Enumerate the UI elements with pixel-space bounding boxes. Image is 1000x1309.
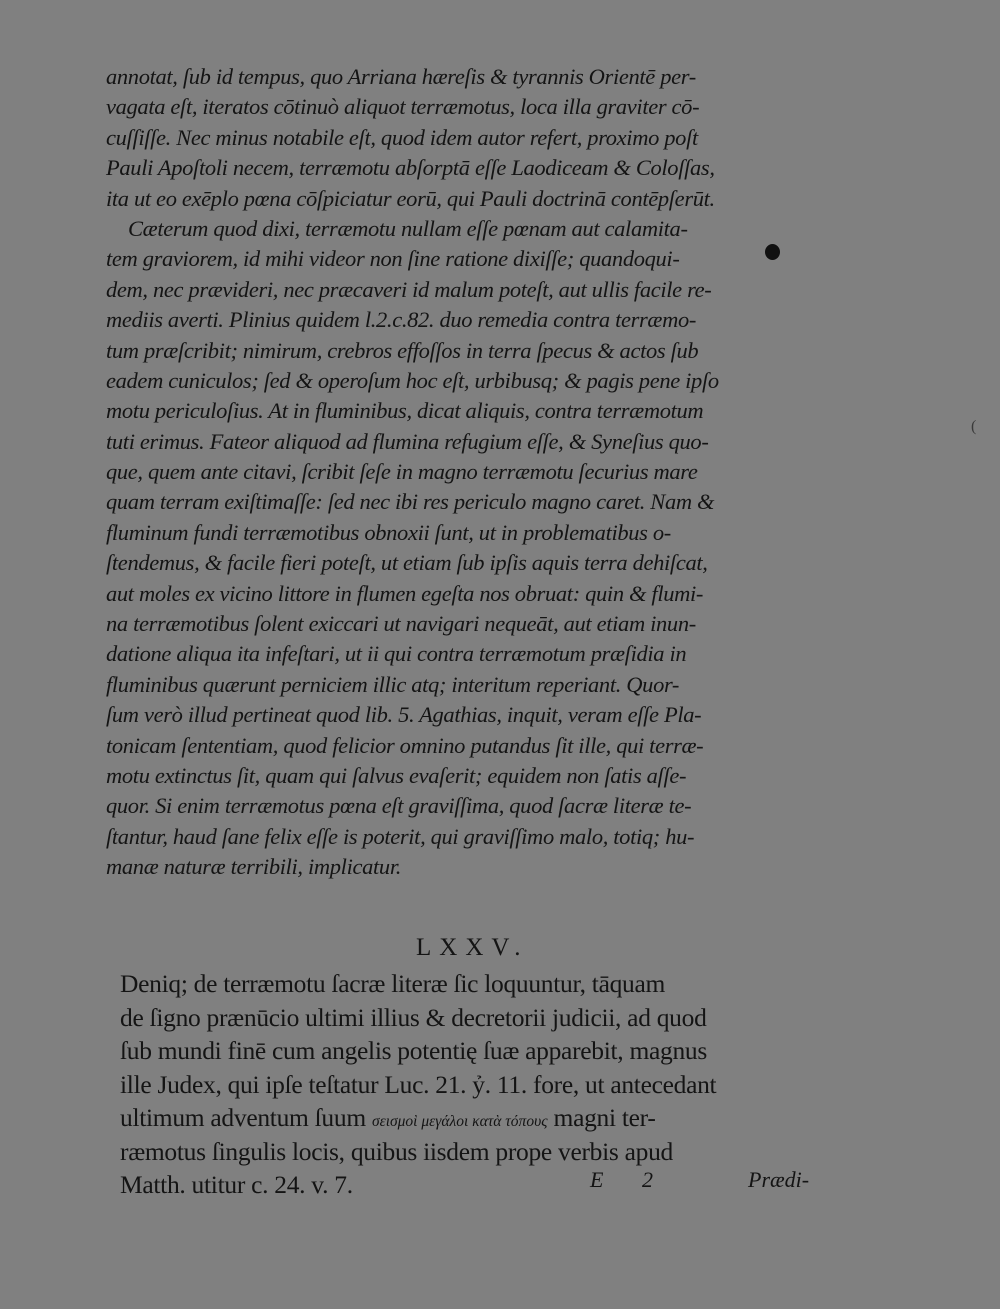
text-line: aut moles ex vicino littore in flumen egeſta nos obruat: quin & flumi- — [106, 580, 704, 606]
text-line: Pauli Apoſtoli necem, terræmotu abſorptā eſſe Laodiceam & Coloſſas, — [106, 155, 715, 181]
section-number-heading: LXXV. — [416, 934, 529, 961]
text-line: na terræmotibus ſolent exiccari ut navigari nequeāt, aut etiam inun- — [106, 611, 696, 637]
text-line: tum præſcribit; nimirum, crebros effoſſos in terra ſpecus & actos ſub — [106, 337, 699, 363]
roman-text-block — [120, 967, 830, 1202]
text-line: eadem cuniculos; ſed & operoſum hoc eſt, urbibusq; & pagis pene ipſo — [106, 367, 719, 393]
text-line: manæ naturæ terribili, implicatur. — [106, 854, 402, 880]
catchword: Prædi- — [748, 1167, 810, 1192]
text-line: quor. Si enim terræmotus pœna eſt graviſſima, quod ſacræ literæ te- — [106, 793, 692, 819]
margin-mark: ( — [971, 418, 977, 435]
text-line: datione aliqua ita infeſtari, ut ii qui contra terræmotum præſidia in — [106, 641, 687, 667]
text-line: tuti erimus. Fateor aliquod ad flumina refugium eſſe, & Syneſius quo- — [106, 428, 709, 454]
text-line: motu periculoſius. At in fluminibus, dicat aliquis, contra terræmotum — [106, 398, 704, 424]
text-line: motu extinctus ſit, quam qui ſalvus evaſerit; equidem non ſatis aſſe- — [106, 762, 687, 788]
italic-text-block — [106, 62, 826, 883]
greek-quotation: σεισμοὶ μεγάλοι κατὰ τόπους — [371, 1113, 548, 1130]
text-line: Cæterum quod dixi, terræmotu nullam eſſe pœnam aut calamita- — [128, 215, 688, 241]
text-line: dem, nec prævideri, nec præcaveri id malum poteſt, aut ullis facile re- — [106, 276, 712, 302]
text-line: ſum verò illud pertineat quod lib. 5. Agathias, inquit, veram eſſe Pla- — [106, 702, 702, 728]
signature-mark-letter: E — [590, 1167, 604, 1192]
text-segment: magni ter- — [547, 1103, 656, 1132]
text-line: de ſigno prænūcio ultimi illius & decretorii judicii, ad quod — [120, 1002, 707, 1032]
text-line: annotat, ſub id tempus, quo Arriana hæreſis & tyrannis Orientē per- — [106, 64, 696, 89]
text-line: Deniq; de terræmotu ſacræ literæ ſic loquuntur, tāquam — [120, 969, 666, 998]
text-segment: ultimum adventum ſuum — [120, 1103, 372, 1132]
ink-blot — [765, 244, 780, 260]
text-line: mediis averti. Plinius quidem l.2.c.82. duo remedia contra terræmo- — [106, 307, 697, 333]
text-line: fluminum fundi terræmotibus obnoxii ſunt, ut in problematibus o- — [106, 519, 671, 545]
text-line: ſtantur, haud ſane felix eſſe is poterit, qui graviſſimo malo, totiq; hu- — [106, 823, 695, 849]
text-line: cuſſiſſe. Nec minus notabile eſt, quod idem autor refert, proximo poſt — [106, 124, 698, 150]
text-line-with-greek — [120, 1101, 830, 1135]
text-line: fluminibus quærunt perniciem illic atq; interitum reperiant. Quor- — [106, 671, 680, 697]
signature-mark-number: 2 — [642, 1167, 653, 1192]
text-line: ille Judex, qui ipſe teſtatur Luc. 21. ỷ. 11. fore, ut antecedant — [120, 1069, 717, 1099]
text-line: quam terram exiſtimaſſe: ſed nec ibi res periculo magno caret. Nam & — [106, 489, 715, 515]
text-line: ſtendemus, & facile fieri poteſt, ut etiam ſub ipſis aquis terra dehiſcat, — [106, 550, 708, 576]
text-line: Matth. utitur c. 24. v. 7. — [120, 1170, 353, 1199]
text-line: que, quem ante citavi, ſcribit ſeſe in magno terræmotu ſecurius mare — [106, 459, 698, 485]
text-line: ræmotus ſingulis locis, quibus iisdem prope verbis apud — [120, 1136, 673, 1166]
text-line: ſub mundi finē cum angelis potentię ſuæ apparebit, magnus — [120, 1036, 707, 1065]
text-line: ita ut eo exēplo pœna cōſpiciatur eorū, qui Pauli doctrinā contēpſerūt. — [106, 185, 715, 211]
text-line: vagata eſt, iteratos cōtinuò aliquot terræmotus, loca illa graviter cō- — [106, 94, 700, 120]
text-line: tem graviorem, id mihi videor non ſine ratione dixiſſe; quandoqui- — [106, 246, 680, 272]
text-line: tonicam ſententiam, quod felicior omnino putandus ſit ille, qui terræ- — [106, 732, 704, 758]
